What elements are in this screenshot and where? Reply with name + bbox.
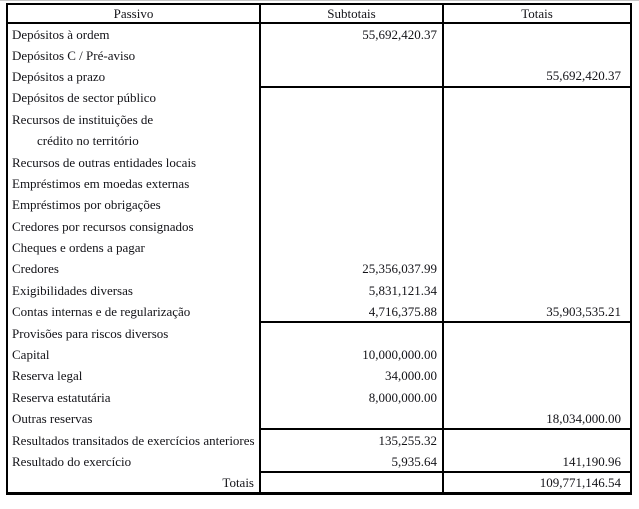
- subtotal-cell: [260, 87, 443, 108]
- total-cell: [443, 429, 631, 450]
- table-row: [7, 451, 631, 472]
- total-cell: [443, 87, 631, 108]
- header-row: [7, 4, 631, 23]
- total-cell: [443, 173, 631, 194]
- total-cell: [443, 322, 631, 343]
- subtotal-cell: [260, 408, 443, 429]
- row-label-cell: Provisões para riscos diversos: [7, 322, 260, 343]
- row-label-cell: Credores: [7, 258, 260, 279]
- totals-row: [7, 472, 631, 493]
- row-label-cell: Reserva estatutária: [7, 387, 260, 408]
- subtotal-cell: 10,000,000.00: [260, 344, 443, 365]
- table-row: [7, 44, 631, 65]
- row-label-cell: Exigibilidades diversas: [7, 280, 260, 301]
- table-row: [7, 194, 631, 215]
- total-cell: 18,034,000.00: [443, 408, 631, 429]
- total-cell: [443, 216, 631, 237]
- total-cell: [443, 365, 631, 386]
- table-row: [7, 344, 631, 365]
- total-cell: [443, 151, 631, 172]
- row-label-cell: Reserva legal: [7, 365, 260, 386]
- table-row: [7, 280, 631, 301]
- row-label-cell: Credores por recursos consignados: [7, 216, 260, 237]
- subtotal-cell: [260, 237, 443, 258]
- subtotal-cell: [260, 173, 443, 194]
- column-header-passivo: Passivo: [7, 4, 260, 23]
- subtotal-cell: [260, 109, 443, 130]
- subtotal-cell: 25,356,037.99: [260, 258, 443, 279]
- total-cell: [443, 130, 631, 151]
- subtotal-cell: 55,692,420.37: [260, 23, 443, 44]
- row-label-cell: Depósitos C / Pré-aviso: [7, 44, 260, 65]
- total-cell: 55,692,420.37: [443, 66, 631, 87]
- total-cell: [443, 237, 631, 258]
- top-edge-line: [0, 0, 639, 1]
- subtotal-cell: [260, 151, 443, 172]
- liabilities-table: [6, 3, 632, 495]
- table-row: [7, 322, 631, 343]
- total-cell: [443, 109, 631, 130]
- row-label-cell: Capital: [7, 344, 260, 365]
- row-label-cell: Recursos de instituições de: [7, 109, 260, 130]
- table-row: [7, 87, 631, 108]
- row-label-cell: Depósitos à ordem: [7, 23, 260, 44]
- table-row: [7, 173, 631, 194]
- total-cell: 141,190.96: [443, 451, 631, 472]
- total-cell: [443, 194, 631, 215]
- row-label-cell: Contas internas e de regularização: [7, 301, 260, 322]
- row-label-cell: Empréstimos em moedas externas: [7, 173, 260, 194]
- column-header-totais: Totais: [443, 4, 631, 23]
- subtotal-cell: [260, 66, 443, 87]
- subtotal-cell: [260, 216, 443, 237]
- table-row: [7, 237, 631, 258]
- total-cell: [443, 44, 631, 65]
- total-cell: [443, 258, 631, 279]
- subtotal-cell: [260, 44, 443, 65]
- table-row: [7, 130, 631, 151]
- table-row: [7, 258, 631, 279]
- subtotal-cell: 135,255.32: [260, 429, 443, 450]
- subtotal-cell: [260, 194, 443, 215]
- subtotal-cell: [260, 472, 443, 493]
- total-cell: [443, 23, 631, 44]
- row-label-cell: Resultado do exercício: [7, 451, 260, 472]
- subtotal-cell: 5,935.64: [260, 451, 443, 472]
- row-label-cell: Empréstimos por obrigações: [7, 194, 260, 215]
- subtotal-cell: 4,716,375.88: [260, 301, 443, 322]
- total-cell: 109,771,146.54: [539, 475, 621, 491]
- table-row: [7, 365, 631, 386]
- subtotal-cell: 8,000,000.00: [260, 387, 443, 408]
- subtotal-cell: [260, 130, 443, 151]
- row-label-cell: Cheques e ordens a pagar: [7, 237, 260, 258]
- total-cell: [443, 344, 631, 365]
- row-label-cell: Totais: [7, 472, 260, 493]
- table-body: [7, 23, 631, 494]
- subtotal-cell: [260, 322, 443, 343]
- table-row: [7, 387, 631, 408]
- row-label-cell: crédito no território: [7, 130, 260, 151]
- table-row: [7, 301, 631, 322]
- subtotal-cell: 5,831,121.34: [260, 280, 443, 301]
- table-row: [7, 109, 631, 130]
- row-label-cell: Resultados transitados de exercícios anteriores: [7, 429, 260, 450]
- row-label-cell: Depósitos a prazo: [7, 66, 260, 87]
- row-label-cell: Depósitos de sector público: [7, 87, 260, 108]
- table-row: [7, 23, 631, 44]
- table-row: [7, 216, 631, 237]
- row-label-cell: Outras reservas: [7, 408, 260, 429]
- table-row: [7, 66, 631, 87]
- subtotal-cell: 34,000.00: [260, 365, 443, 386]
- column-header-subtotais: Subtotais: [260, 4, 443, 23]
- row-label-cell: Recursos de outras entidades locais: [7, 151, 260, 172]
- total-cell: [443, 387, 631, 408]
- table-row: [7, 429, 631, 450]
- table-row: [7, 408, 631, 429]
- table-row: [7, 151, 631, 172]
- total-cell: 35,903,535.21: [443, 301, 631, 322]
- total-cell: [443, 280, 631, 301]
